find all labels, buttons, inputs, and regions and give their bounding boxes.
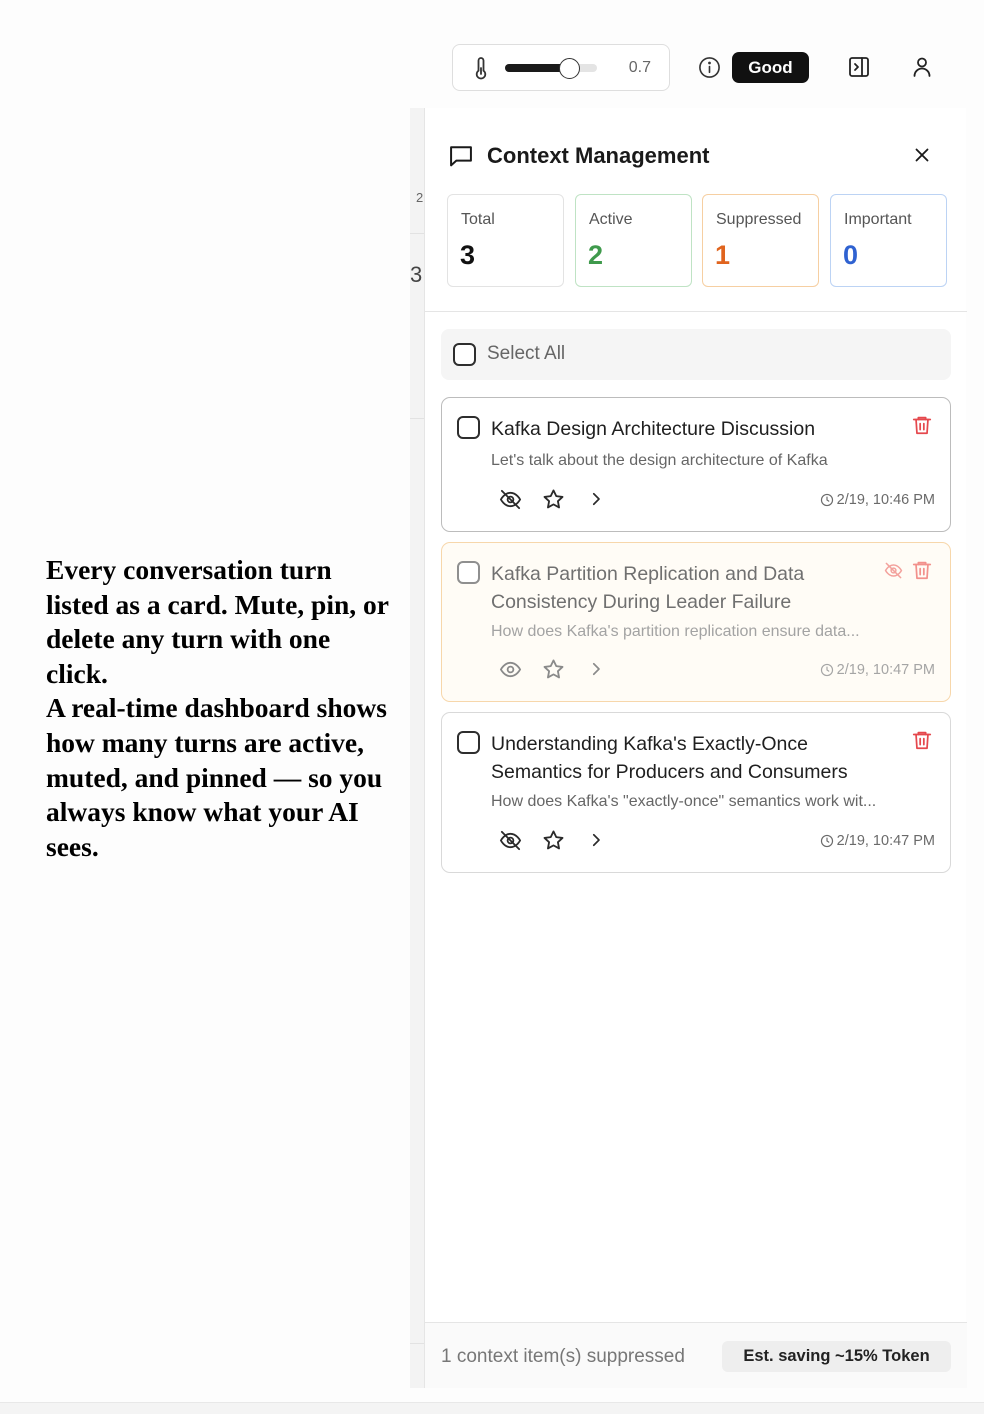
quality-badge: Good [732, 52, 809, 83]
close-icon[interactable] [911, 144, 933, 166]
card-time: 2/19, 10:47 PM [836, 833, 935, 849]
chevron-right-icon[interactable] [587, 659, 605, 679]
select-all-checkbox[interactable] [453, 343, 476, 366]
context-card[interactable] [441, 712, 951, 873]
eye-off-icon[interactable] [499, 488, 522, 511]
card-title: Kafka Design Architecture Discussion [491, 418, 816, 440]
caption-paragraph: Every conversation turn listed as a card. Mute, pin, or delete any turn with one click. [46, 554, 389, 689]
panel-header [425, 108, 967, 312]
stat-label: Important [844, 211, 912, 228]
temperature-slider[interactable] [505, 58, 597, 78]
clock-icon [820, 834, 834, 848]
stat-label: Active [589, 211, 633, 228]
background-fragment: 2 [416, 190, 424, 205]
stat-value: 0 [843, 240, 859, 270]
card-timestamp [820, 833, 935, 849]
stat-label: Suppressed [716, 211, 802, 228]
main-content-edge [410, 108, 424, 1388]
thermometer-icon [473, 57, 489, 81]
stat-important [830, 194, 947, 287]
card-checkbox[interactable] [457, 731, 480, 754]
select-all-label: Select All [487, 343, 566, 364]
card-snippet: Let's talk about the design architecture of Kafka [491, 452, 828, 469]
eye-off-icon [884, 561, 903, 580]
card-checkbox[interactable] [457, 561, 480, 584]
context-management-panel [424, 108, 966, 1388]
stat-value: 1 [715, 240, 731, 270]
stat-value: 3 [460, 240, 476, 270]
token-saving-badge: Est. saving ~15% Token [722, 1341, 951, 1372]
info-icon[interactable] [698, 56, 721, 79]
card-checkbox[interactable] [457, 416, 480, 439]
user-icon[interactable] [910, 55, 934, 79]
temperature-value: 0.7 [628, 59, 651, 76]
context-card[interactable] [441, 542, 951, 702]
card-time: 2/19, 10:47 PM [836, 662, 935, 678]
select-all-row[interactable] [441, 329, 951, 380]
clock-icon [820, 493, 834, 507]
trash-icon[interactable] [911, 414, 933, 436]
card-time: 2/19, 10:46 PM [836, 492, 935, 508]
caption-paragraph: A real-time dashboard shows how many turns are active, muted, and pinned — so you always know what your AI sees. [46, 692, 387, 862]
star-icon[interactable] [542, 488, 565, 511]
temperature-control [452, 44, 670, 91]
eye-icon[interactable] [499, 658, 522, 681]
panel-toggle-icon[interactable] [847, 55, 871, 79]
stat-value: 2 [588, 240, 604, 270]
background-fragment: 3 [410, 262, 423, 287]
stat-suppressed [702, 194, 819, 287]
stat-active [575, 194, 692, 287]
temperature-slider-thumb[interactable] [559, 58, 580, 79]
panel-footer [425, 1322, 967, 1388]
panel-title: Context Management [487, 143, 710, 168]
trash-icon[interactable] [911, 559, 933, 581]
message-square-icon [447, 142, 475, 170]
trash-icon[interactable] [911, 729, 933, 751]
star-icon[interactable] [542, 829, 565, 852]
card-timestamp [820, 662, 935, 678]
card-snippet: How does Kafka's partition replication ensure data... [491, 623, 860, 640]
chevron-right-icon[interactable] [587, 489, 605, 509]
card-title: Kafka Partition Replication and Data Consistency During Leader Failure [491, 563, 805, 613]
clock-icon [820, 663, 834, 677]
feature-caption [46, 553, 396, 864]
card-title: Understanding Kafka's Exactly-Once Semantics for Producers and Consumers [491, 733, 848, 783]
card-snippet: How does Kafka's "exactly-once" semantics work wit... [491, 793, 877, 810]
eye-off-icon[interactable] [499, 829, 522, 852]
card-timestamp [820, 492, 935, 508]
star-icon[interactable] [542, 658, 565, 681]
suppressed-count-message: 1 context item(s) suppressed [441, 1346, 685, 1367]
chevron-right-icon[interactable] [587, 830, 605, 850]
bottom-edge [0, 1402, 984, 1414]
stat-total [447, 194, 564, 287]
stat-label: Total [461, 211, 495, 228]
context-card[interactable] [441, 397, 951, 532]
